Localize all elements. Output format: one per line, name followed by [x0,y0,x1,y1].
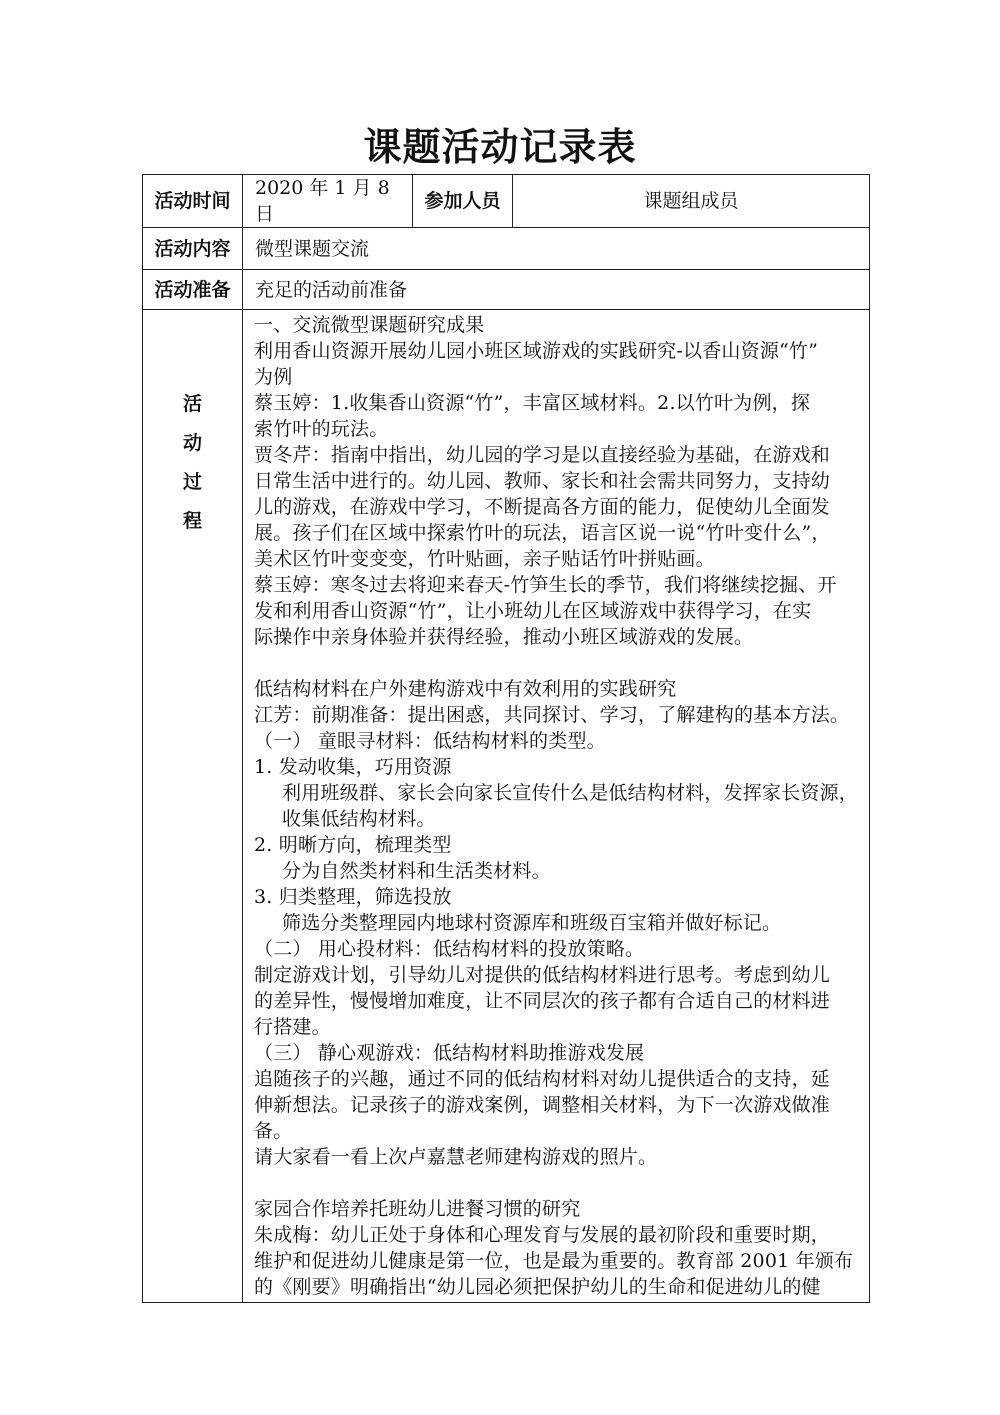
process-line: 备。 [254,1119,293,1142]
process-line: 行搭建。 [254,1015,331,1038]
record-table [142,174,870,1303]
process-line: 筛选分类整理园内地球村资源库和班级百宝箱并做好标记。 [282,911,782,934]
process-line: 利用班级群、家长会向家长宣传什么是低结构材料，发挥家长资源， [282,781,859,804]
process-line: 制定游戏计划，引导幼儿对提供的低结构材料进行思考。考虑到幼儿 [254,963,831,986]
participants-label: 参加人员 [413,175,513,228]
process-line: 利用香山资源开展幼儿园小班区域游戏的实践研究-以香山资源“竹” [254,340,819,362]
process-label-char: 活 [182,393,202,415]
process-line: 请大家看一看上次卢嘉慧老师建构游戏的照片。 [254,1145,658,1168]
process-line: 2. 明晰方向，梳理类型 [254,833,452,856]
process-line: 1. 发动收集，巧用资源 [254,755,452,778]
process-line: 际操作中亲身体验并获得经验，推动小班区域游戏的发展。 [254,626,754,648]
blank-line [254,1170,861,1196]
process-body [243,310,870,1303]
process-line: 维护和促进幼儿健康是第一位，也是最为重要的。教育部 2001 年颁布 [254,1249,854,1272]
process-line: （三） 静心观游戏：低结构材料助推游戏发展 [254,1041,645,1064]
time-label: 活动时间 [143,175,243,228]
process-line: 追随孩子的兴趣，通过不同的低结构材料对幼儿提供适合的支持，延 [254,1067,831,1090]
process-line: （一） 童眼寻材料：低结构材料的类型。 [254,729,606,752]
row-preparation [143,270,870,310]
process-line: 展。孩子们在区域中探索竹叶的玩法，语言区说一说“竹叶变什么”， [254,522,831,544]
process-line: 的差异性，慢慢增加难度，让不同层次的孩子都有合适自己的材料进 [254,989,831,1012]
process-line: 发和利用香山资源“竹”，让小班幼儿在区域游戏中获得学习，在实 [254,600,812,622]
process-line: 家园合作培养托班幼儿进餐习惯的研究 [254,1197,581,1220]
process-label [143,310,243,1303]
process-line: 3. 归类整理，筛选投放 [254,885,452,908]
process-line: 为例 [254,366,293,388]
row-process [143,310,870,1303]
process-line: 收集低结构材料。 [282,807,436,830]
prep-label: 活动准备 [143,270,243,310]
participants-value: 课题组成员 [513,175,870,228]
process-line: 低结构材料在户外建构游戏中有效利用的实践研究 [254,677,677,700]
process-label-char: 过 [182,471,202,493]
process-line: 美术区竹叶变变变，竹叶贴画，亲子贴话竹叶拼贴画。 [254,548,715,570]
process-line: 贾冬芹：指南中指出，幼儿园的学习是以直接经验为基础，在游戏和 [254,444,831,466]
process-line: 朱成梅：幼儿正处于身体和心理发育与发展的最初阶段和重要时期， [254,1223,831,1246]
time-value: 2020 年 1 月 8 日 [243,175,413,228]
process-line: 分为自然类材料和生活类材料。 [282,859,551,882]
process-line: 蔡玉婷：1.收集香山资源“竹”，丰富区域材料。2.以竹叶为例，探 [254,392,811,414]
prep-value: 充足的活动前准备 [243,270,870,310]
process-line: 一、交流微型课题研究成果 [254,314,485,336]
process-line: 伸新想法。记录孩子的游戏案例，调整相关材料，为下一次游戏做准 [254,1093,831,1116]
row-time [143,175,870,228]
process-line: 儿的游戏，在游戏中学习，不断提高各方面的能力，促使幼儿全面发 [254,496,831,518]
content-label: 活动内容 [143,228,243,270]
process-label-char: 程 [182,510,202,532]
page-title: 课题活动记录表 [363,125,637,169]
process-line: 蔡玉婷：寒冬过去将迎来春天-竹笋生长的季节，我们将继续挖掘、开 [254,574,837,596]
process-line: 江芳：前期准备：提出困惑，共同探讨、学习，了解建构的基本方法。 [254,703,850,726]
blank-line [254,650,861,676]
process-label-char: 动 [182,432,202,454]
process-line: 的《刚要》明确指出“幼儿园必须把保护幼儿的生命和促进幼儿的健 [254,1275,821,1298]
process-line: 索竹叶的玩法。 [254,418,389,440]
content-value: 微型课题交流 [243,228,870,270]
process-line: 日常生活中进行的。幼儿园、教师、家长和社会需共同努力，支持幼 [254,470,831,492]
process-line: （二） 用心投材料：低结构材料的投放策略。 [254,937,645,960]
row-content [143,228,870,270]
